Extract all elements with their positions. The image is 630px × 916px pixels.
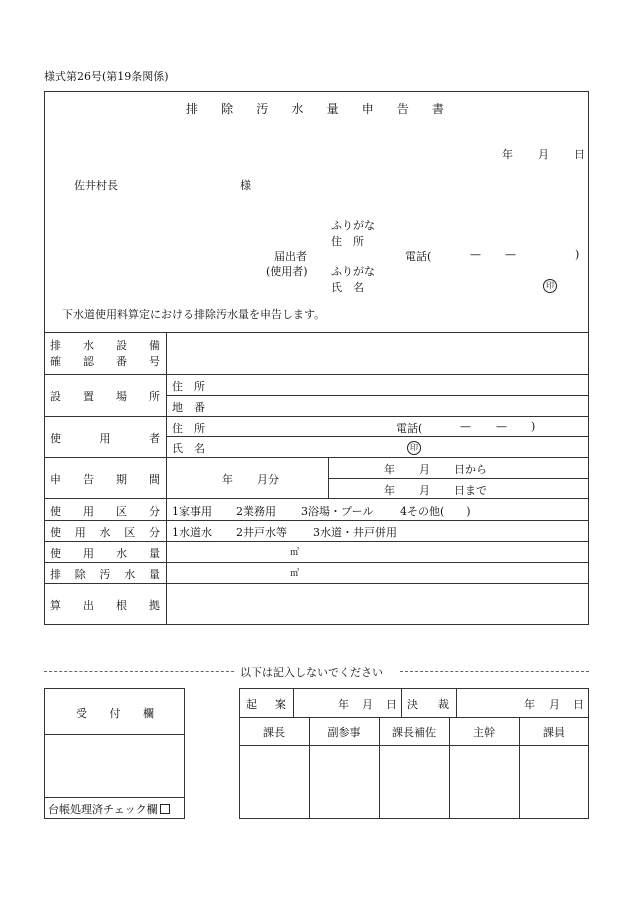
discharge-volume-char: 除: [74, 568, 86, 581]
period-from-month: 月: [419, 463, 430, 476]
discharge-volume-char: 量: [149, 568, 160, 581]
equipment-line1-char: 設: [116, 339, 127, 352]
user-char: 者: [149, 432, 160, 445]
usage-category-char: 区: [116, 505, 127, 518]
form-title: [186, 100, 444, 117]
approval-char: 裁: [438, 698, 449, 711]
equipment-line2-char: 認: [83, 355, 94, 368]
period-char: 間: [149, 473, 160, 486]
reception-char: 受: [76, 707, 87, 720]
water-category-char: 分: [149, 526, 160, 539]
equipment-line2-char: 号: [149, 355, 160, 368]
addressee-honorific: 様: [240, 179, 251, 192]
stamp-header-section-chief: 課長: [263, 726, 285, 739]
basis-field[interactable]: [168, 585, 588, 623]
basis-char: 出: [83, 599, 94, 612]
water-volume-label: [50, 545, 160, 561]
submission-year: 年: [502, 148, 513, 161]
water-category-label: [50, 524, 160, 540]
applicant-phone-dash-2: —: [505, 248, 516, 261]
seal-icon: 印: [543, 279, 557, 293]
basis-char: 算: [50, 599, 61, 612]
applicant-furigana-2: ふりがな: [331, 265, 375, 278]
user-phone-dash-2: —: [496, 420, 507, 433]
usage-category-char: 使: [50, 505, 61, 518]
location-address-label: 住 所: [172, 380, 205, 393]
equipment-line1-char: 排: [50, 339, 61, 352]
water-volume-char: 量: [149, 547, 160, 560]
applicant-phone-dash-1: —: [470, 248, 481, 261]
period-from-year: 年: [384, 463, 395, 476]
equipment-label-line1: [50, 337, 160, 353]
water-volume-char: 用: [83, 547, 94, 560]
approval-day: 日: [573, 698, 584, 711]
period-char: 告: [83, 473, 94, 486]
water-option-2[interactable]: 2井戸水等: [236, 526, 287, 539]
approval-char: 決: [407, 698, 418, 711]
period-to-month: 月: [419, 484, 430, 497]
office-use-notice: 以下は記入しないでください: [240, 666, 383, 679]
stamp-header-deputy: 副参事: [327, 726, 361, 739]
discharge-volume-char: 水: [124, 568, 136, 581]
title-char: 除: [221, 102, 234, 116]
declaration-text: 下水道使用料算定における排除汚水量を申告します。: [62, 308, 326, 321]
equipment-label-line2: [50, 353, 160, 369]
water-option-1[interactable]: 1水道水: [172, 526, 212, 539]
approval-month: 月: [549, 698, 560, 711]
seal-icon: 印: [407, 441, 421, 455]
applicant-label-1: 届出者: [274, 250, 307, 263]
applicant-furigana-1: ふりがな: [331, 219, 375, 232]
period-to-day: 日まで: [454, 484, 487, 497]
user-address-label: 住 所: [172, 422, 205, 435]
user-phone-label: 電話(: [396, 422, 423, 435]
water-volume-char: 水: [116, 547, 127, 560]
location-label: [50, 388, 160, 404]
title-char: 水: [291, 102, 304, 116]
applicant-seal: [543, 278, 557, 293]
title-char: 告: [396, 102, 409, 116]
title-char: 排: [186, 102, 199, 116]
location-lot-label: 地 番: [172, 401, 205, 414]
period-month: 月分: [257, 473, 279, 486]
reception-char: 欄: [143, 707, 154, 720]
ledger-checkbox[interactable]: [160, 804, 170, 814]
period-label: [50, 471, 160, 487]
draft-char: 案: [275, 698, 286, 711]
reception-label: [76, 705, 154, 721]
location-char: 所: [149, 390, 160, 403]
submission-day: 日: [574, 148, 585, 161]
applicant-phone-label: 電話(: [405, 250, 432, 263]
period-to-year: 年: [384, 484, 395, 497]
draft-label: [246, 696, 286, 712]
addressee-name: 佐井村長: [74, 179, 118, 192]
period-char: 申: [50, 473, 61, 486]
reception-char: 付: [109, 707, 121, 720]
approval-year: 年: [524, 698, 535, 711]
draft-year: 年: [338, 698, 349, 711]
basis-char: 拠: [149, 599, 160, 612]
ledger-check-label: 台帳処理済チェック欄: [48, 803, 158, 816]
user-label: [50, 430, 160, 446]
period-year: 年: [222, 473, 233, 486]
draft-day: 日: [386, 698, 397, 711]
period-char: 期: [116, 473, 127, 486]
equipment-line1-char: 備: [149, 339, 160, 352]
user-phone-dash-1: —: [460, 420, 471, 433]
user-char: 用: [99, 432, 111, 445]
usage-option-3[interactable]: 3浴場・プール: [301, 505, 374, 518]
equipment-line2-char: 番: [116, 355, 127, 368]
stamp-header-staff: 課員: [543, 726, 565, 739]
equipment-number-field[interactable]: [168, 334, 588, 373]
user-name-label: 氏 名: [172, 442, 205, 455]
applicant-phone-close: ): [575, 248, 580, 261]
ledger-check: [48, 801, 170, 817]
stamp-header-supervisor: 主幹: [473, 726, 495, 739]
location-char: 設: [50, 390, 61, 403]
applicant-label-2: (使用者): [266, 265, 308, 278]
discharge-volume-unit: ㎥: [290, 569, 300, 579]
usage-option-2[interactable]: 2業務用: [236, 505, 276, 518]
title-char: 汚: [256, 102, 269, 116]
water-category-char: 水: [99, 526, 111, 539]
applicant-name-label: 氏 名: [331, 281, 364, 294]
applicant-address-label: 住 所: [331, 235, 364, 248]
user-char: 使: [50, 432, 61, 445]
location-char: 置: [83, 390, 94, 403]
basis-label: [50, 597, 160, 613]
user-phone-close: ): [531, 420, 536, 433]
title-char: 書: [431, 102, 444, 116]
discharge-volume-char: 排: [50, 568, 61, 581]
water-category-char: 使: [50, 526, 61, 539]
divider-right: [400, 671, 589, 672]
water-volume-char: 使: [50, 547, 61, 560]
water-category-char: 区: [124, 526, 136, 539]
title-char: 申: [361, 102, 374, 116]
location-char: 場: [116, 390, 127, 403]
title-char: 量: [326, 102, 339, 116]
discharge-volume-label: [50, 566, 160, 582]
approval-label: [407, 696, 449, 712]
usage-option-4[interactable]: 4その他( ): [400, 505, 471, 518]
divider-left: [44, 671, 234, 672]
equipment-line2-char: 確: [50, 355, 61, 368]
draft-char: 起: [246, 698, 257, 711]
water-category-char: 用: [74, 526, 86, 539]
usage-category-label: [50, 503, 160, 519]
stamp-header-assistant-chief: 課長補佐: [392, 726, 436, 739]
user-seal: [407, 440, 421, 455]
form-number: 様式第26号(第19条関係): [44, 70, 169, 83]
usage-option-1[interactable]: 1家事用: [172, 505, 212, 518]
discharge-volume-char: 汚: [99, 568, 111, 581]
water-option-3[interactable]: 3水道・井戸併用: [313, 526, 397, 539]
submission-month: 月: [538, 148, 549, 161]
water-volume-unit: ㎥: [290, 548, 300, 558]
usage-category-char: 分: [149, 505, 160, 518]
draft-month: 月: [362, 698, 373, 711]
period-from-day: 日から: [454, 463, 487, 476]
equipment-line1-char: 水: [83, 339, 94, 352]
basis-char: 根: [116, 599, 127, 612]
usage-category-char: 用: [83, 505, 94, 518]
